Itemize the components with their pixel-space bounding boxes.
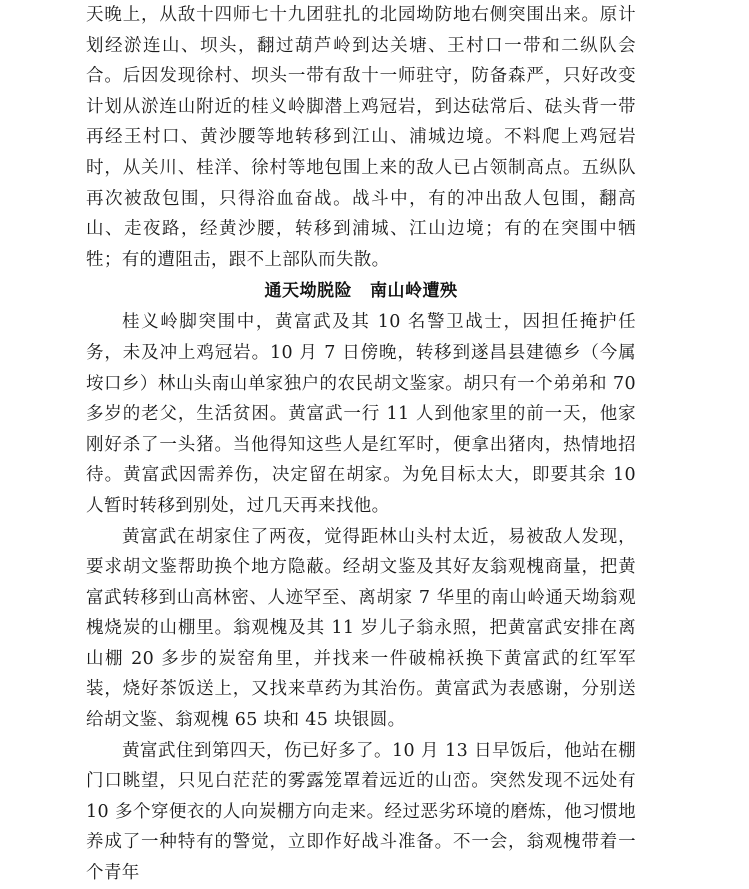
paragraph-charcoal-shed: 黄富武在胡家住了两夜，觉得距林山头村太近，易被敌人发现，要求胡文鉴帮助换个地方隐蔽。经胡文鉴及其好友翁观槐商量，把黄富武转移到山高林密、人迹罕至、离胡家 7 华里的南山岭通天坳翁观槐烧炭的山棚里。翁观槐及其 11 岁儿子翁永照，把黄富武安排在离山棚 20 多步的炭窑角里，并找来一件破棉袄换下黄富武的红军军装，烧好茶饭送上，又找来草药为其治伤。黄富武为表感谢，分别送给胡文鉴、翁观槐 65 块和 45 块银圆。 (86, 526, 636, 731)
document-page (86, 0, 636, 889)
paragraph-hu-wenjian: 桂义岭脚突围中，黄富武及其 10 名警卫战士，因担任掩护任务，未及冲上鸡冠岩。10 月 7 日傍晚，转移到遂昌县建德乡（今属垵口乡）林山头南山单家独户的农民胡文鉴家。胡只有一个弟弟和 70 多岁的老父，生活贫困。黄富武一行 11 人到他家里的前一天，他家刚好杀了一头猪。当他得知这些人是红军时，便拿出猪肉，热情地招待。黄富武因需养伤，决定留在胡家。为免目标太大，即要其余 10 人暂时转移到别处，过几天再来找他。 (86, 312, 636, 516)
paragraph-fourth-day: 黄富武住到第四天，伤已好多了。10 月 13 日早饭后，他站在棚门口眺望，只见白茫茫的雾露笼罩着远近的山峦。突然发现不远处有 10 多个穿便衣的人向炭棚方向走来。经过恶劣环境的磨炼，他习惯地养成了一种特有的警觉，立即作好战斗准备。不一会，翁观槐带着一个青年 (86, 740, 636, 884)
section-heading (86, 275, 636, 307)
section-heading-part2: 南山岭遭殃 (370, 281, 458, 302)
section-heading-part1: 通天坳脱险 (264, 281, 352, 302)
paragraph-escape-account: 天晚上，从敌十四师七十九团驻扎的北园坳防地右侧突围出来。原计划经淤连山、坝头，翻过葫芦岭到达关塘、王村口一带和二纵队会合。后因发现徐村、坝头一带有敌十一师驻守，防备森严，只好改变计划从淤连山附近的桂义岭脚潜上鸡冠岩，到达砝常后、砝头背一带再经王村口、黄沙腰等地转移到江山、浦城边境。不料爬上鸡冠岩时，从关川、桂洋、徐村等地包围上来的敌人已占领制高点。五纵队再次被敌包围，只得浴血奋战。战斗中，有的冲出敌人包围，翻高山、走夜路，经黄沙腰，转移到浦城、江山边境；有的在突围中牺牲；有的遭阻击，跟不上部队而失散。 (86, 5, 636, 270)
